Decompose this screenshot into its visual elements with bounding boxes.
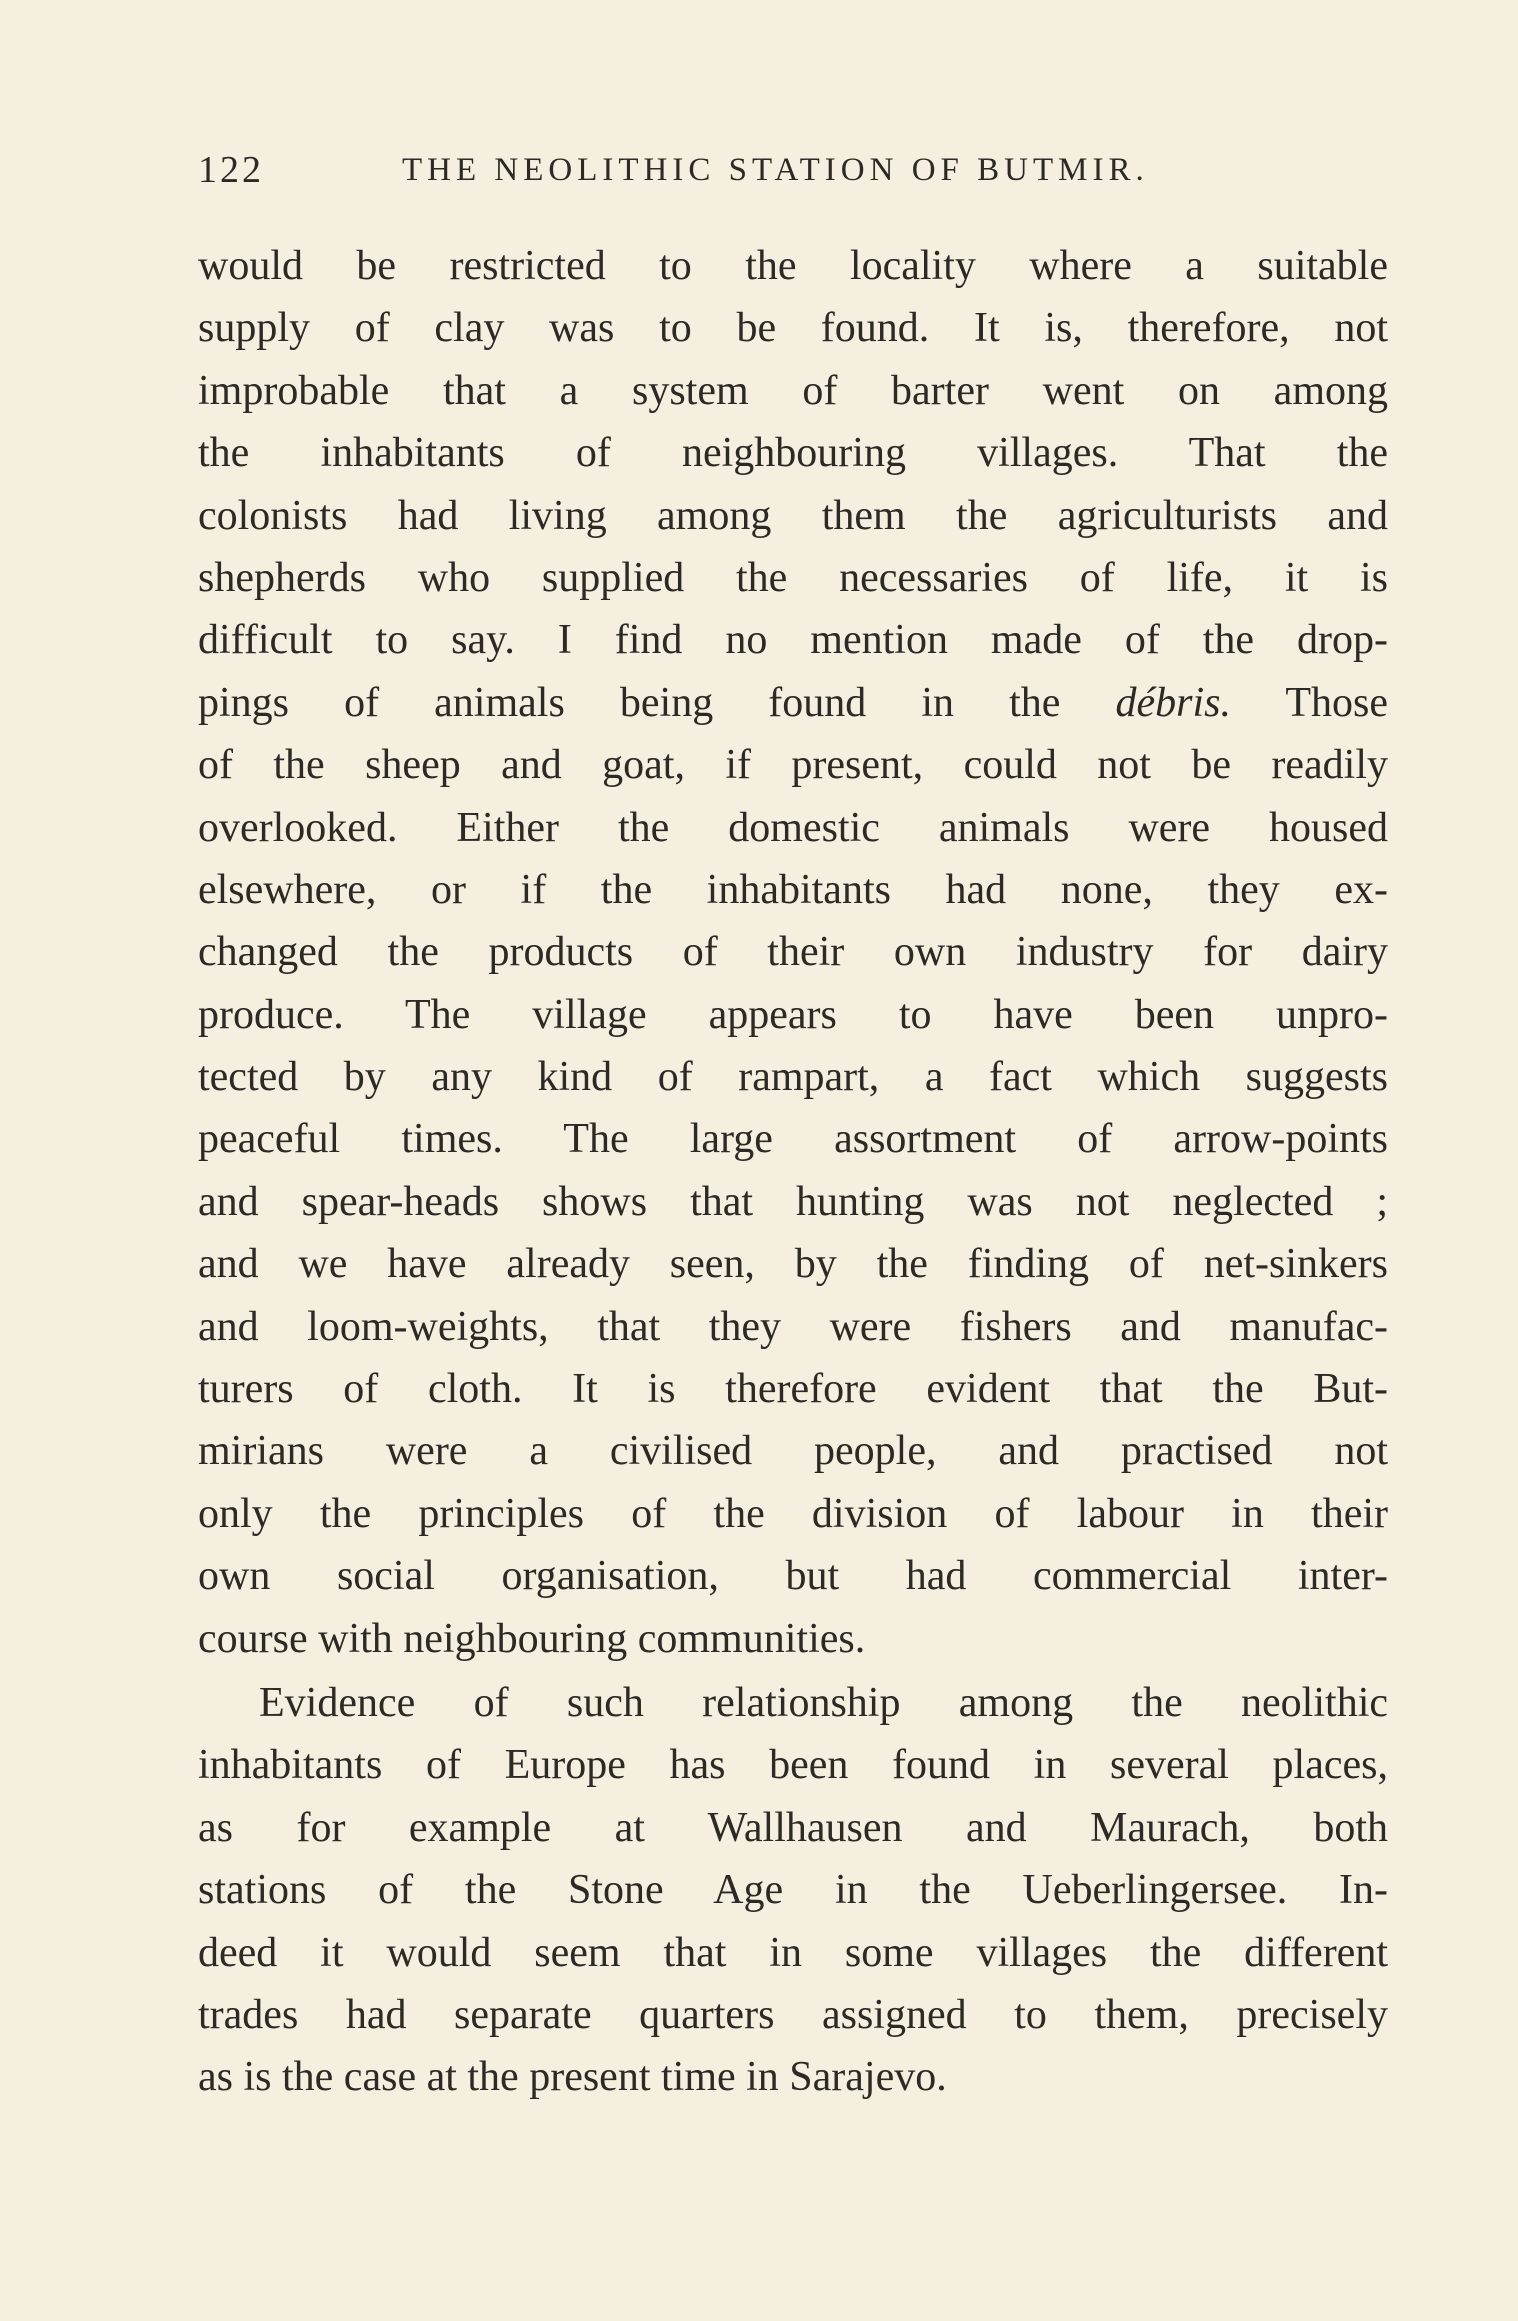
text-line: trades had separate quarters assigned to them, precisely xyxy=(198,1991,1388,2038)
text-line: Evidence of such relationship among the neolithic xyxy=(259,1679,1388,1726)
text-line: own social organisation, but had commercial inter- xyxy=(198,1553,1388,1600)
text-line: mirians were a civilised people, and practised not xyxy=(198,1428,1388,1475)
running-head xyxy=(198,148,1388,192)
running-title: THE NEOLITHIC STATION OF BUTMIR. xyxy=(402,152,1149,188)
text-line: deed it would seem that in some villages the different xyxy=(198,1929,1388,1976)
text-line: colonists had living among them the agriculturists and xyxy=(198,492,1388,539)
text-line: tected by any kind of rampart, a fact which suggests xyxy=(198,1054,1388,1101)
text-line: peaceful times. The large assortment of arrow-points xyxy=(198,1116,1388,1163)
body-text xyxy=(198,235,1388,2109)
paragraph-1 xyxy=(198,235,1388,1670)
text-line: would be restricted to the locality where a suitable xyxy=(198,243,1388,289)
text-line: and we have already seen, by the finding of net-sinkers xyxy=(198,1241,1388,1288)
text-line: of the sheep and goat, if present, could not be readily xyxy=(198,742,1388,789)
text-line: the inhabitants of neighbouring villages. That the xyxy=(198,430,1388,477)
text-line: shepherds who supplied the necessaries of life, it is xyxy=(198,554,1388,601)
text-line: difficult to say. I find no mention made of the drop- xyxy=(198,617,1388,664)
text-line: overlooked. Either the domestic animals were housed xyxy=(198,804,1388,851)
text-line xyxy=(198,672,1388,734)
text-line: produce. The village appears to have been unpro- xyxy=(198,991,1388,1038)
text-line: inhabitants of Europe has been found in several places, xyxy=(198,1742,1388,1789)
text-line: changed the products of their own industry for dairy xyxy=(198,929,1388,976)
text-line: and spear-heads shows that hunting was not neglected ; xyxy=(198,1178,1388,1225)
text-line: improbable that a system of barter went on among xyxy=(198,367,1388,414)
text-line: elsewhere, or if the inhabitants had none, they ex- xyxy=(198,866,1388,913)
text-line: as for example at Wallhausen and Maurach, both xyxy=(198,1804,1388,1851)
text-line: only the principles of the division of labour in their xyxy=(198,1490,1388,1537)
paragraph-2 xyxy=(198,1672,1388,2109)
text-run: Those xyxy=(1285,679,1388,726)
text-run: pings of animals being found in the xyxy=(198,679,1061,726)
text-line: turers of cloth. It is therefore evident that the But- xyxy=(198,1366,1388,1413)
text-line: stations of the Stone Age in the Ueberlingersee. In- xyxy=(198,1867,1388,1914)
text-line: course with neighbouring communities. xyxy=(198,1615,866,1662)
text-line: and loom-weights, that they were fishers and manufac- xyxy=(198,1303,1388,1350)
page-number: 122 xyxy=(198,149,264,191)
text-line: as is the case at the present time in Sarajevo. xyxy=(198,2054,947,2101)
italic-term: débris. xyxy=(1115,679,1232,726)
text-line: supply of clay was to be found. It is, therefore, not xyxy=(198,305,1388,352)
